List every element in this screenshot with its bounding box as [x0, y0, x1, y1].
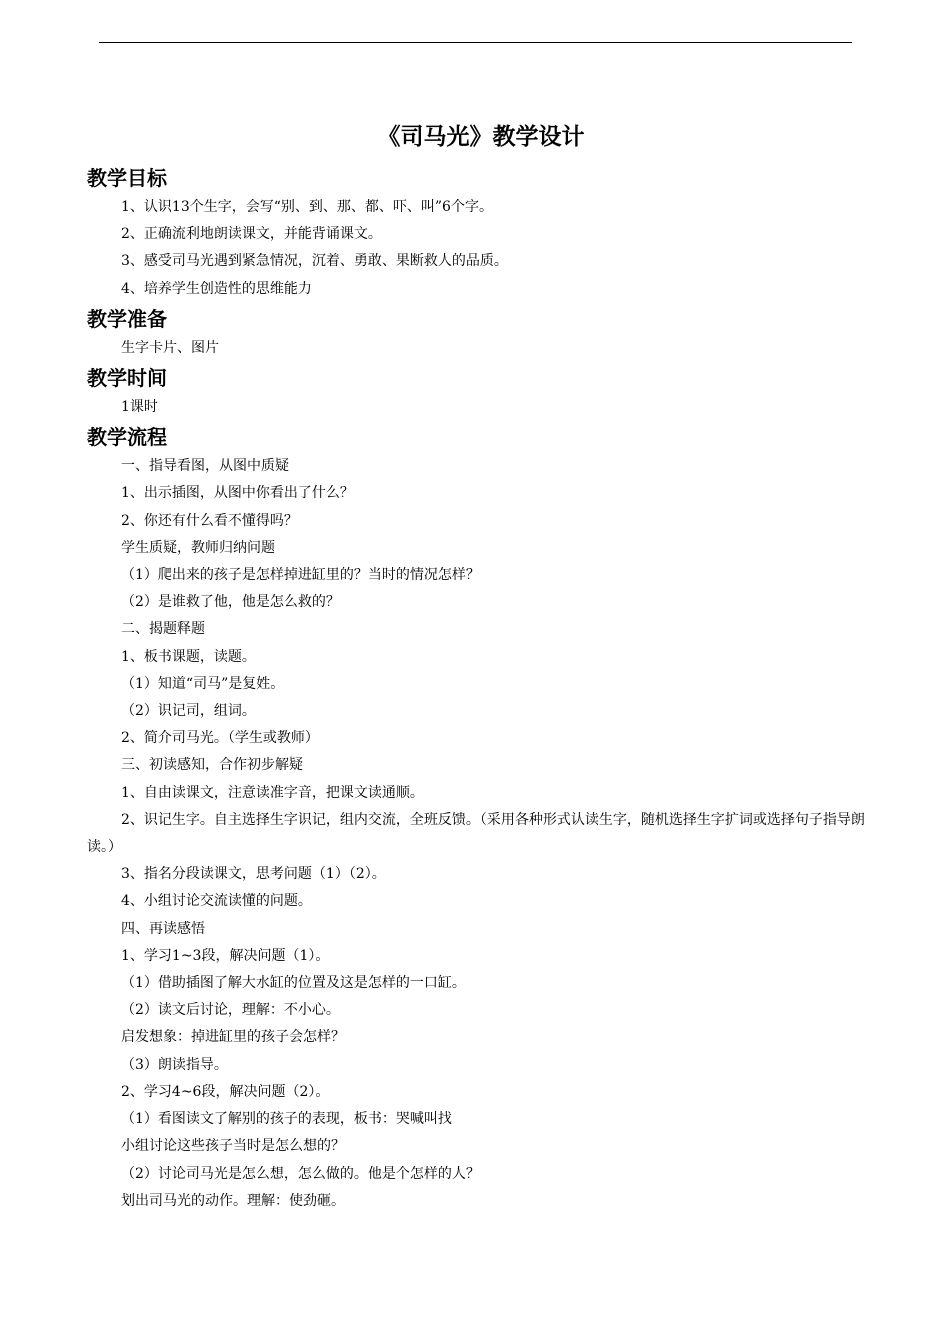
sections-container [87, 162, 867, 1215]
paragraph: 1、板书课题，读题。 [121, 648, 256, 665]
paragraph: 2、学习4~6段，解决问题（2）。 [121, 1083, 330, 1100]
section-heading: 教学准备 [87, 306, 167, 331]
section [87, 421, 867, 1215]
paragraph: 划出司马光的动作。理解：使劲砸。 [121, 1192, 345, 1209]
section [87, 362, 867, 421]
paragraph: 1课时 [121, 399, 158, 416]
paragraph: （2）识记司，组词。 [121, 703, 256, 720]
paragraph: 四、再读感悟 [121, 920, 205, 937]
paragraph: 2、正确流利地朗读课文，并能背诵课文。 [121, 226, 382, 243]
paragraph: 1、认识13个生字，会写“别、到、那、都、吓、叫”6个字。 [121, 199, 493, 215]
paragraph: 2、简介司马光。（学生或教师） [121, 730, 319, 747]
paragraph: （1）爬出来的孩子是怎样掉进缸里的？当时的情况怎样？ [121, 567, 480, 584]
paragraph: 三、初读感知，合作初步解疑 [121, 757, 303, 774]
paragraph: 3、感受司马光遇到紧急情况，沉着、勇敢、果断救人的品质。 [121, 253, 508, 270]
paragraph: 一、指导看图，从图中质疑 [121, 458, 289, 475]
paragraph: 2、识记生字。自主选择生字识记，组内交流，全班反馈。（采用各种形式认读生字，随机选择生字扩词或选择句子指导朗读。） [87, 811, 865, 856]
section-heading: 教学流程 [87, 425, 167, 450]
paragraph: 1、学习1~3段，解决问题（1）。 [121, 947, 330, 964]
paragraph: 启发想象：掉进缸里的孩子会怎样？ [121, 1029, 345, 1046]
document-title: 《司马光》教学设计 [377, 124, 585, 150]
section [87, 303, 867, 362]
paragraph: 学生质疑，教师归纳问题 [121, 539, 275, 556]
paragraph: 3、指名分段读课文，思考问题（1）（2）。 [121, 866, 386, 883]
paragraph: （3）朗读指导。 [121, 1056, 228, 1073]
paragraph: （2）读文后讨论，理解：不小心。 [121, 1002, 340, 1019]
paragraph: （1）看图读文了解别的孩子的表现，板书：哭喊叫找 [121, 1111, 452, 1128]
section-heading: 教学目标 [87, 166, 167, 190]
section-heading: 教学时间 [87, 366, 167, 391]
paragraph: 二、揭题释题 [121, 621, 205, 638]
paragraph: （1）借助插图了解大水缸的位置及这是怎样的一口缸。 [121, 975, 466, 992]
paragraph: （1）知道“司马”是复姓。 [121, 675, 285, 692]
paragraph: 1、出示插图，从图中你看出了什么？ [121, 485, 354, 502]
section [87, 162, 867, 303]
paragraph: 2、你还有什么看不懂得吗？ [121, 512, 298, 529]
paragraph: （2）讨论司马光是怎么想，怎么做的。他是个怎样的人？ [121, 1165, 480, 1182]
paragraph: 1、自由读课文，注意读准字音，把课文读通顺。 [121, 784, 424, 801]
paragraph: 4、培养学生创造性的思维能力 [121, 280, 312, 297]
document-body [87, 118, 867, 1215]
paragraph: （2）是谁救了他，他是怎么救的？ [121, 594, 340, 611]
header-rule [99, 42, 852, 43]
paragraph: 4、小组讨论交流读懂的问题。 [121, 893, 312, 910]
paragraph: 小组讨论这些孩子当时是怎么想的？ [121, 1138, 345, 1155]
paragraph: 生字卡片、图片 [121, 339, 219, 356]
